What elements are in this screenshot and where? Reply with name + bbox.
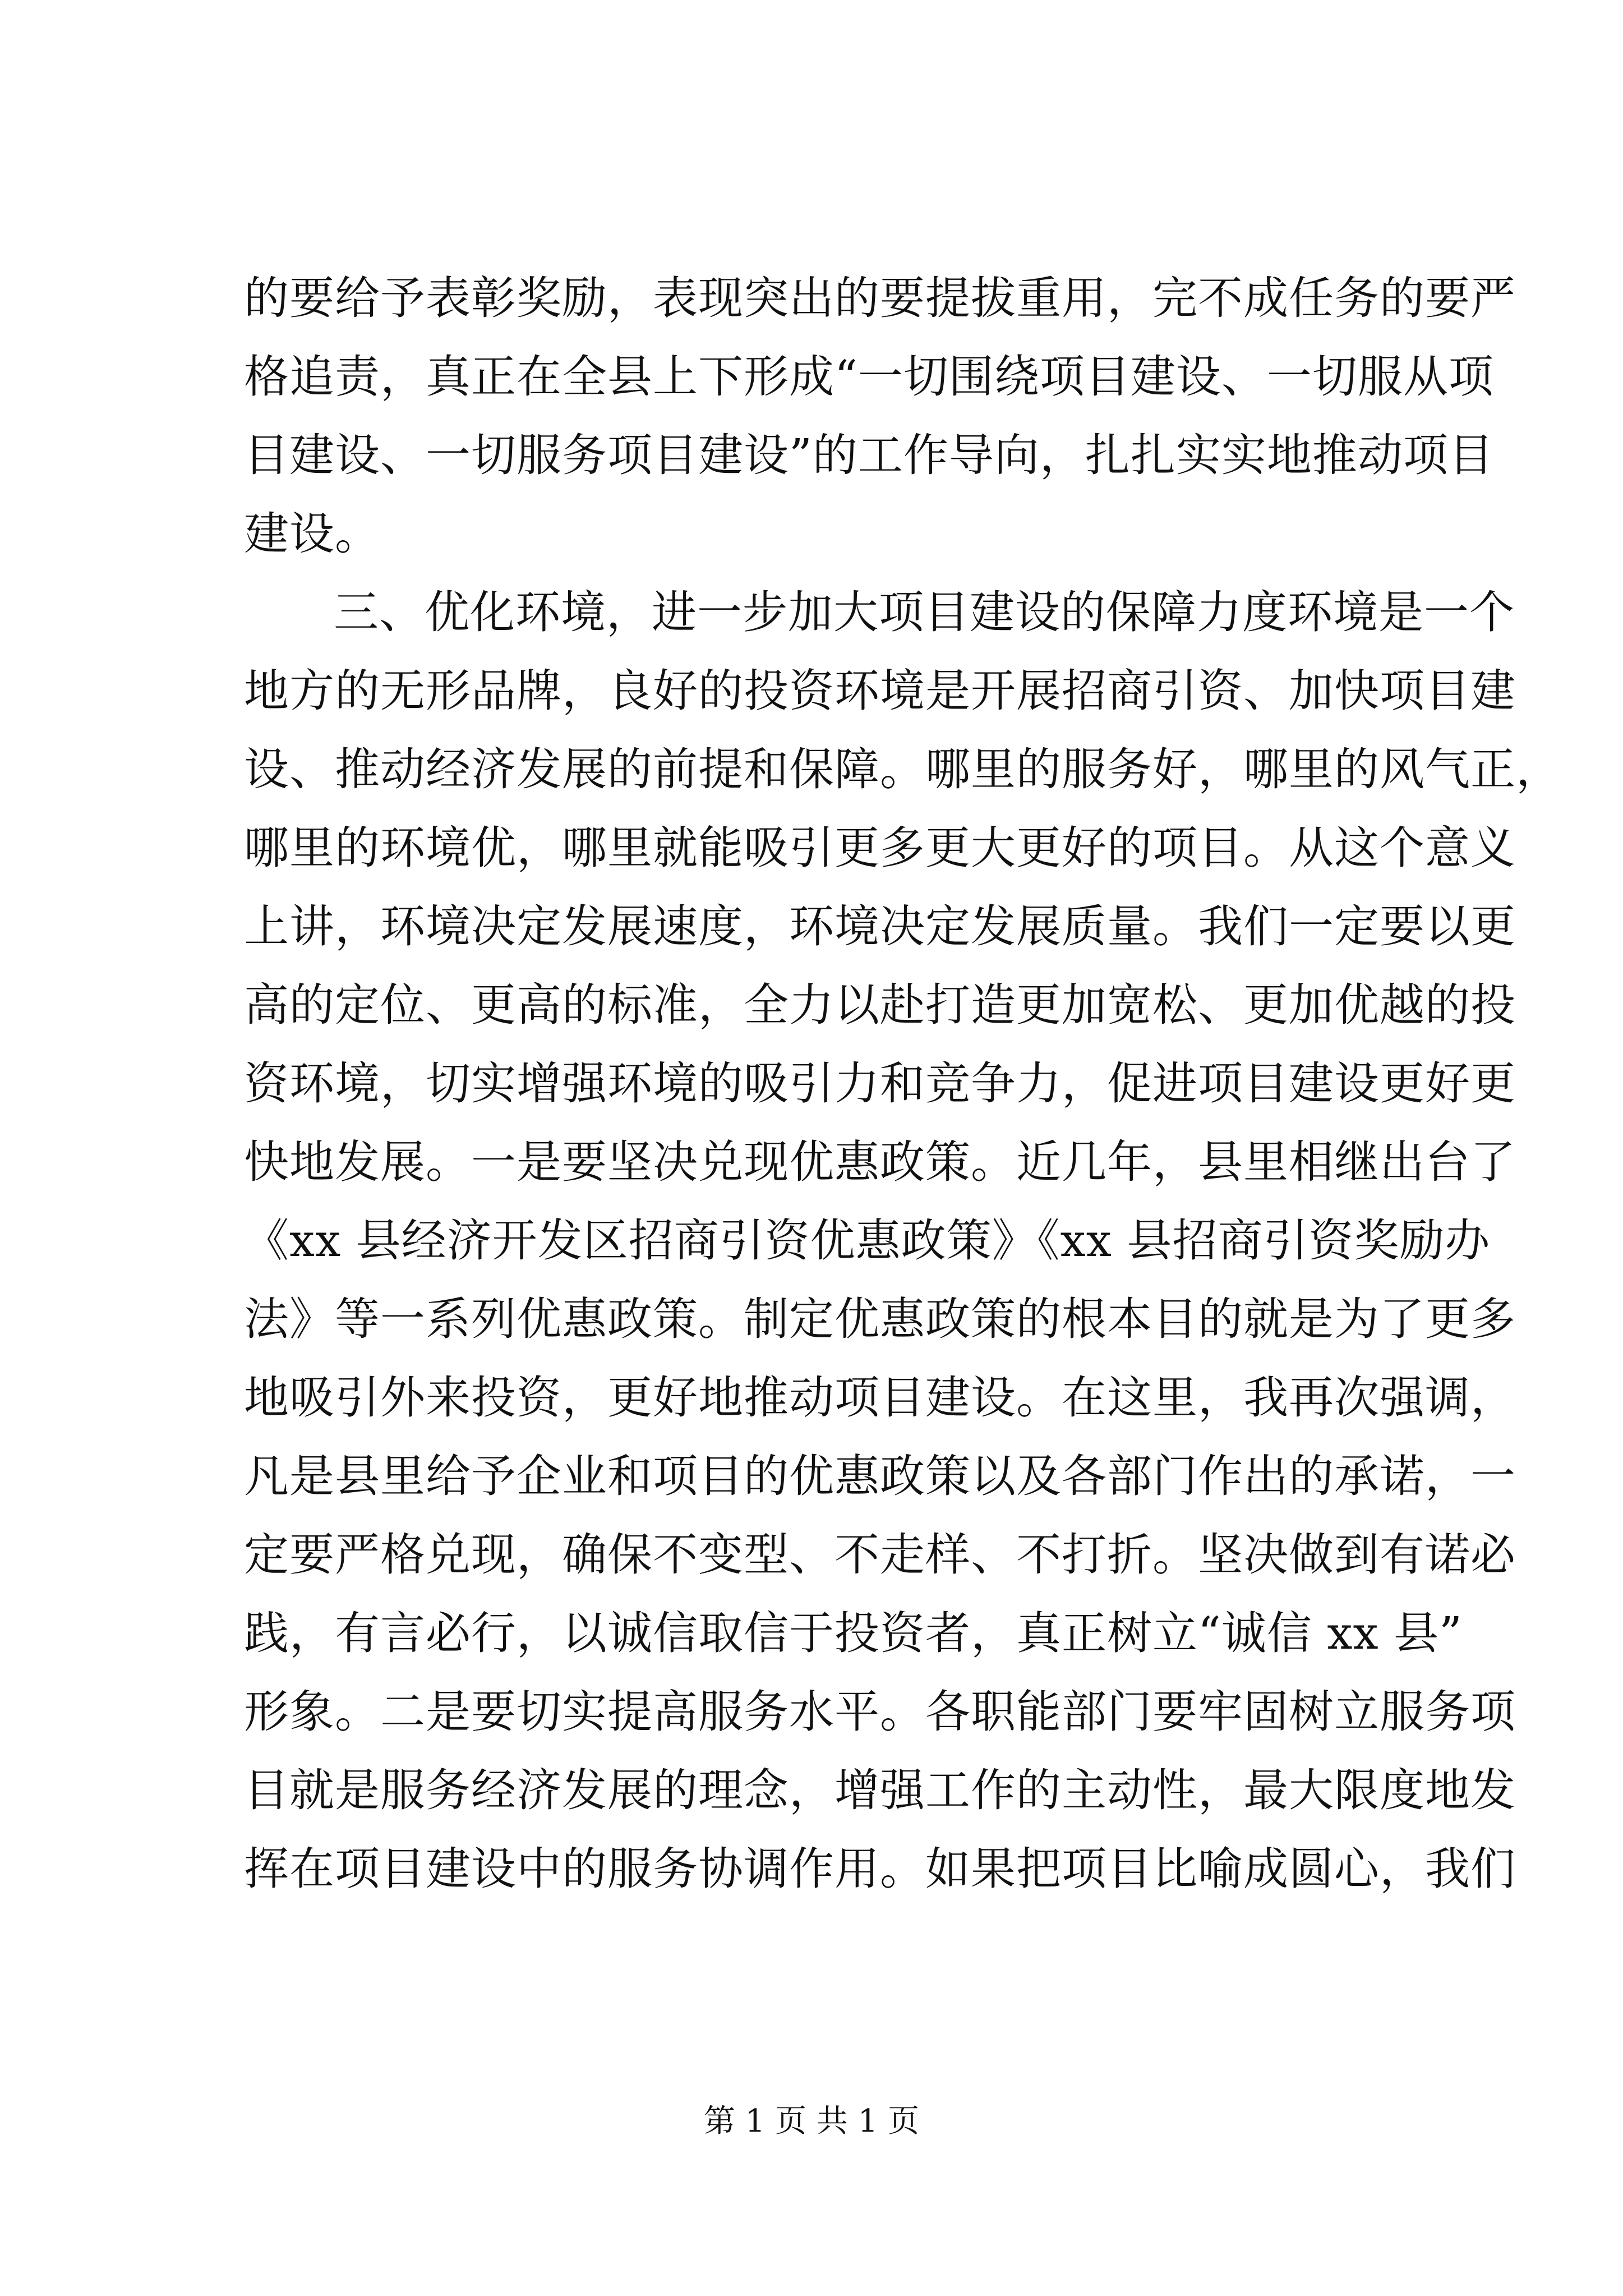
text-line: 建设。 — [244, 508, 380, 560]
text-line: 形象。二是要切实提高服务水平。各职能部门要牢固树立服务项 — [244, 1686, 1516, 1738]
text-line: 资环境，切实增强环境的吸引力和竞争力，促进项目建设更好更 — [244, 1057, 1516, 1110]
text-line: 《xx 县经济开发区招商引资优惠政策》《xx 县招商引资奖励办 — [244, 1214, 1491, 1267]
text-line: 定要严格兑现，确保不变型、不走样、不打折。坚决做到有诺必 — [244, 1529, 1516, 1581]
text-line: 践，有言必行，以诚信取信于投资者，真正树立“诚信 xx 县” — [244, 1607, 1463, 1659]
text-line: 格追责，真正在全县上下形成“一切围绕项目建设、一切服从项 — [244, 351, 1494, 403]
text-line: 地方的无形品牌，良好的投资环境是开展招商引资、加快项目建 — [244, 665, 1516, 717]
text-line: 高的定位、更高的标准，全力以赴打造更加宽松、更加优越的投 — [244, 979, 1516, 1031]
text-line: 目建设、一切服务项目建设”的工作导向，扎扎实实地推动项目 — [244, 429, 1494, 481]
text-line: 法》等一系列优惠政策。制定优惠政策的根本目的就是为了更多 — [244, 1293, 1516, 1345]
text-line: 快地发展。一是要坚决兑现优惠政策。近几年，县里相继出台了 — [244, 1136, 1516, 1188]
text-line: 的要给予表彰奖励，表现突出的要提拔重用，完不成任务的要严 — [244, 272, 1516, 324]
text-line: 挥在项目建设中的服务协调作用。如果把项目比喻成圆心，我们 — [244, 1843, 1516, 1895]
text-line: 地吸引外来投资，更好地推动项目建设。在这里，我再次强调， — [244, 1372, 1516, 1424]
text-line: 上讲，环境决定发展速度，环境决定发展质量。我们一定要以更 — [244, 900, 1516, 953]
text-line: 目就是服务经济发展的理念，增强工作的主动性，最大限度地发 — [244, 1764, 1516, 1816]
text-line: 设、推动经济发展的前提和保障。哪里的服务好，哪里的风气正， — [244, 743, 1561, 795]
page-footer: 第 1 页 共 1 页 — [703, 2103, 920, 2139]
text-line: 凡是县里给予企业和项目的优惠政策以及各部门作出的承诺，一 — [244, 1450, 1516, 1502]
text-line: 哪里的环境优，哪里就能吸引更多更大更好的项目。从这个意义 — [244, 822, 1516, 874]
paragraph-heading-line: 三、优化环境，进一步加大项目建设的保障力度环境是一个 — [334, 586, 1515, 638]
